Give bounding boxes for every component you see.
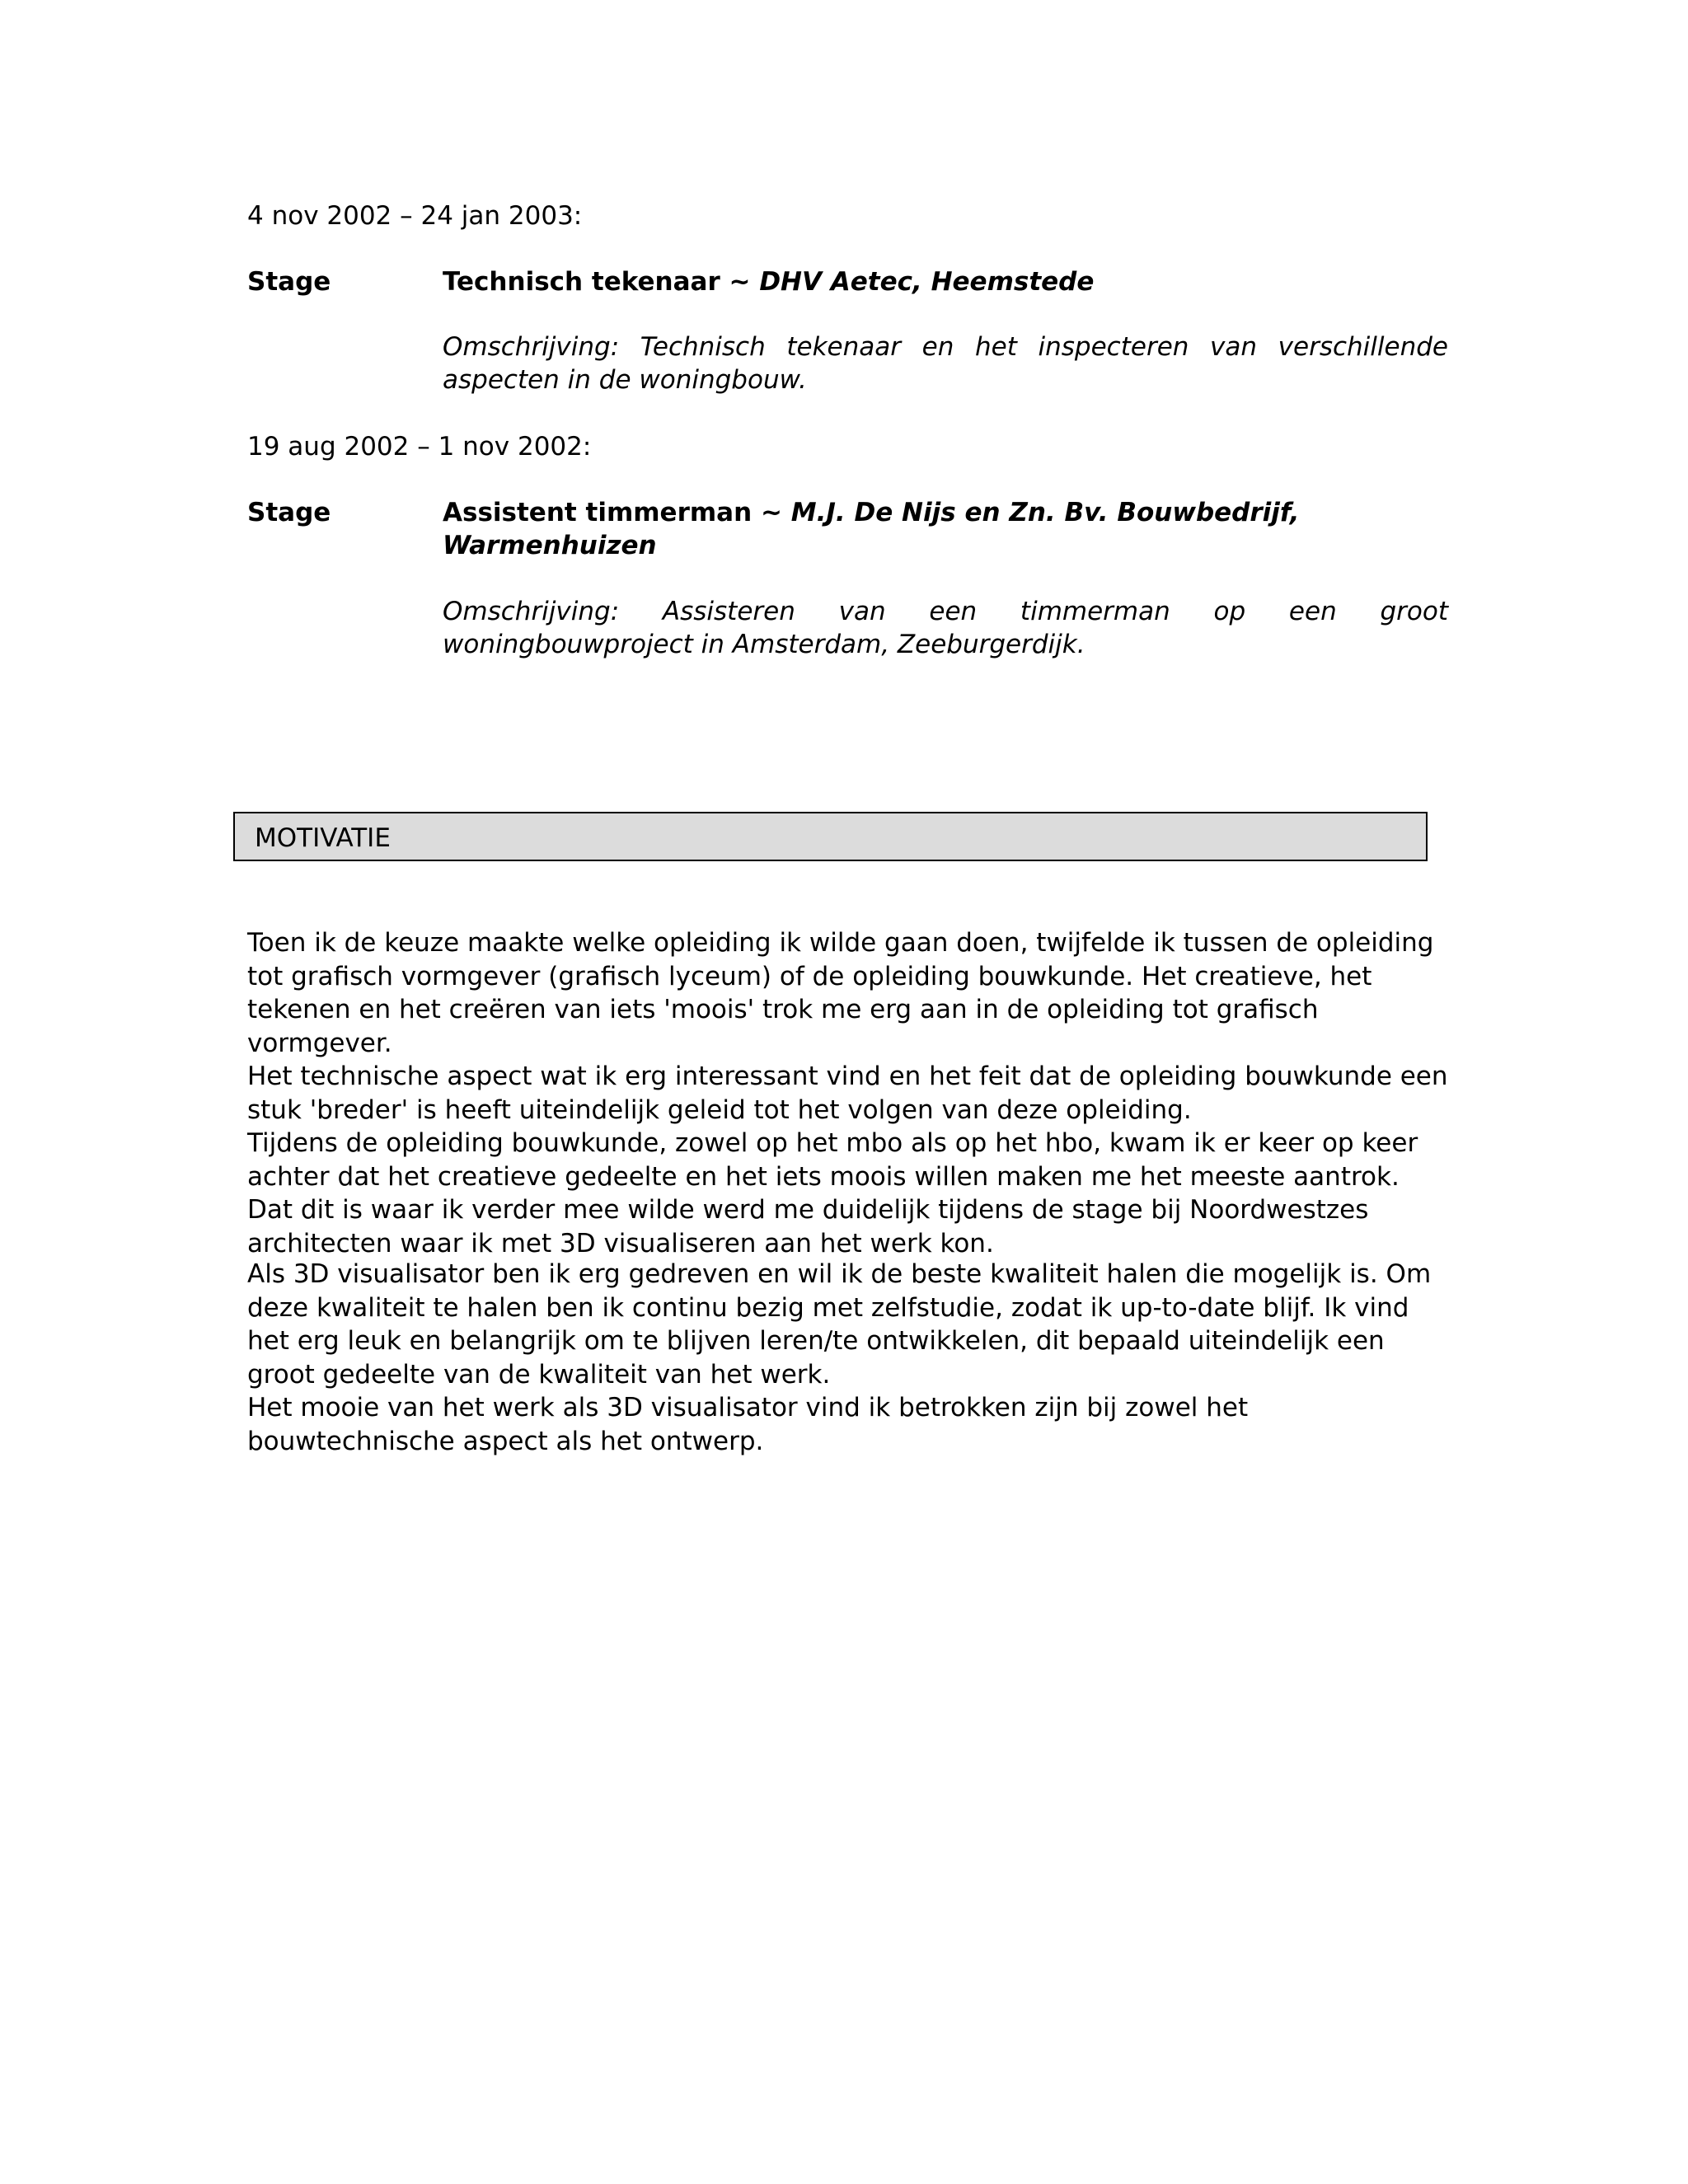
type-label-2: Stage xyxy=(247,498,331,527)
period-1: 4 nov 2002 – 24 jan 2003: xyxy=(247,201,583,231)
type-label-1: Stage xyxy=(247,267,331,297)
motivation-paragraph-1 xyxy=(247,926,1451,1260)
section-header-motivatie xyxy=(233,812,1428,861)
motivation-line: Als 3D visualisator ben ik erg gedreven en wil ik de beste kwaliteit halen die mogelijk is. Om deze kwaliteit te halen ben ik continu bezig met zelfstudie, zodat ik up-to-date blijf. Ik vind het erg leuk en belangrijk om te blijven leren/te ontwikkelen, dit bepaald uiteindelijk een groot gedeelte van de kwaliteit van het werk. xyxy=(247,1259,1432,1390)
motivation-paragraph-2 xyxy=(247,1258,1451,1458)
description-2: Omschrijving: Assisteren van een timmerman op een groot woningbouwproject in Amsterdam, Zeeburgerdijk. xyxy=(443,597,1448,659)
company-1: DHV Aetec, Heemstede xyxy=(759,267,1095,297)
motivation-line: Tijdens de opleiding bouwkunde, zowel op het mbo als op het hbo, kwam ik er keer op keer achter dat het creatieve gedeelte en het iets moois willen maken me het meeste aantrok. Dat dit is waar ik verder mee wilde werd me duidelijk tijdens de stage bij Noordwestzes architecten waar ik met 3D visualiseren aan het werk kon. xyxy=(247,1128,1418,1258)
role-title-1: Technisch tekenaar xyxy=(443,267,720,297)
role-separator-1: ~ xyxy=(729,267,751,297)
section-heading: MOTIVATIE xyxy=(255,823,391,853)
motivation-line: Toen ik de keuze maakte welke opleiding ik wilde gaan doen, twijfelde ik tussen de opleiding tot grafisch vormgever (grafisch lyceum) of de opleiding bouwkunde. Het creatieve, het tekenen en het creëren van iets 'moois' trok me erg aan in de opleiding tot grafisch vormgever. xyxy=(247,928,1434,1058)
role-line-2 xyxy=(443,496,1448,562)
role-line-1 xyxy=(443,265,1448,298)
role-title-2: Assistent timmerman xyxy=(443,498,753,527)
role-separator-2: ~ xyxy=(760,498,782,527)
motivation-line: Het technische aspect wat ik erg interessant vind en het feit dat de opleiding bouwkunde een stuk 'breder' is heeft uiteindelijk geleid tot het volgen van deze opleiding. xyxy=(247,1062,1448,1125)
description-1: Omschrijving: Technisch tekenaar en het inspecteren van verschillende aspecten in de woningbouw. xyxy=(443,332,1448,395)
company-2: M.J. De Nijs en Zn. Bv. Bouwbedrijf, Warmenhuizen xyxy=(443,498,1300,560)
period-2: 19 aug 2002 – 1 nov 2002: xyxy=(247,432,592,462)
motivation-line: Het mooie van het werk als 3D visualisator vind ik betrokken zijn bij zowel het bouwtechnische aspect als het ontwerp. xyxy=(247,1393,1249,1456)
